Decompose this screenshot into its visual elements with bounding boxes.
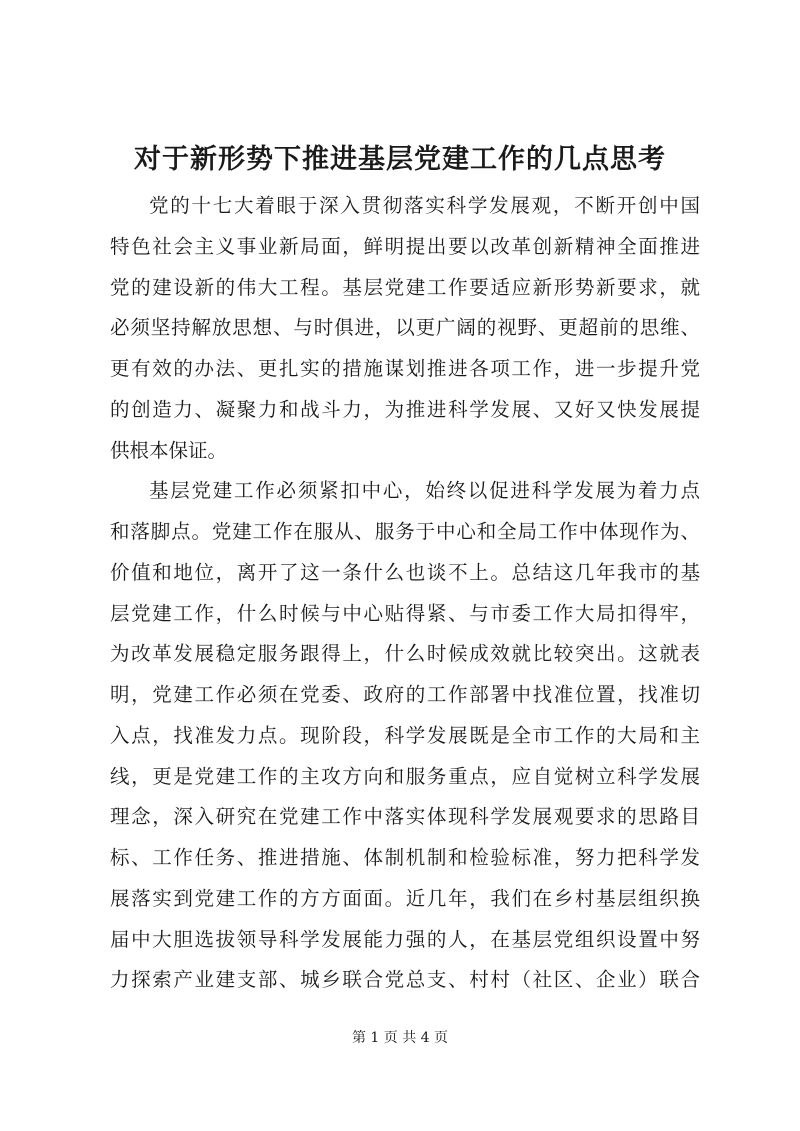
paragraph-line: 线，更是党建工作的主攻方向和服务重点，应自觉树立科学发展 — [110, 764, 700, 788]
paragraph-line: 力探索产业建支部、城乡联合党总支、村村（社区、企业）联合 — [110, 968, 700, 992]
paragraph-line: 特色社会主义事业新局面，鲜明提出要以改革创新精神全面推进 — [110, 234, 700, 258]
paragraph-line: 为改革发展稳定服务跟得上，什么时候成效就比较突出。这就表 — [110, 642, 700, 666]
paragraph-line: 必须坚持解放思想、与时俱进，以更广阔的视野、更超前的思维、 — [110, 316, 700, 340]
paragraph-line: 更有效的办法、更扎实的措施谋划推进各项工作，进一步提升党 — [110, 357, 700, 380]
paragraph-line: 供根本保证。 — [110, 438, 228, 462]
paragraph-line: 和落脚点。党建工作在服从、服务于中心和全局工作中体现作为、 — [110, 520, 700, 543]
paragraph-line: 的创造力、凝聚力和战斗力，为推进科学发展、又好又快发展提 — [110, 397, 700, 421]
paragraph-line: 基层党建工作必须紧扣中心，始终以促进科学发展为着力点 — [149, 479, 700, 503]
paragraph-line: 价值和地位，离开了这一条什么也谈不上。总结这几年我市的基 — [110, 560, 700, 584]
paragraph-line: 标、工作任务、推进措施、体制机制和检验标准，努力把科学发 — [110, 846, 700, 869]
paragraph-line: 层党建工作，什么时候与中心贴得紧、与市委工作大局扣得牢， — [110, 601, 700, 625]
paragraph-line: 届中大胆选拔领导科学发展能力强的人，在基层党组织设置中努 — [110, 927, 700, 951]
paragraph-line: 理念，深入研究在党建工作中落实体现科学发展观要求的思路目 — [110, 805, 700, 829]
document-body — [110, 186, 700, 1001]
paragraph-line: 党的建设新的伟大工程。基层党建工作要适应新形势新要求，就 — [110, 275, 700, 299]
paragraph-line: 展落实到党建工作的方方面面。近几年，我们在乡村基层组织换 — [110, 886, 700, 910]
paragraph-line: 入点，找准发力点。现阶段，科学发展既是全市工作的大局和主 — [110, 723, 700, 747]
paragraph-line: 党的十七大着眼于深入贯彻落实科学发展观，不断开创中国 — [149, 194, 700, 217]
paragraph-line: 明，党建工作必须在党委、政府的工作部署中找准位置，找准切 — [110, 683, 700, 706]
document-title: 对于新形势下推进基层党建工作的几点思考 — [134, 144, 666, 175]
page-number-footer: 第 1 页 共 4 页 — [351, 1030, 449, 1046]
